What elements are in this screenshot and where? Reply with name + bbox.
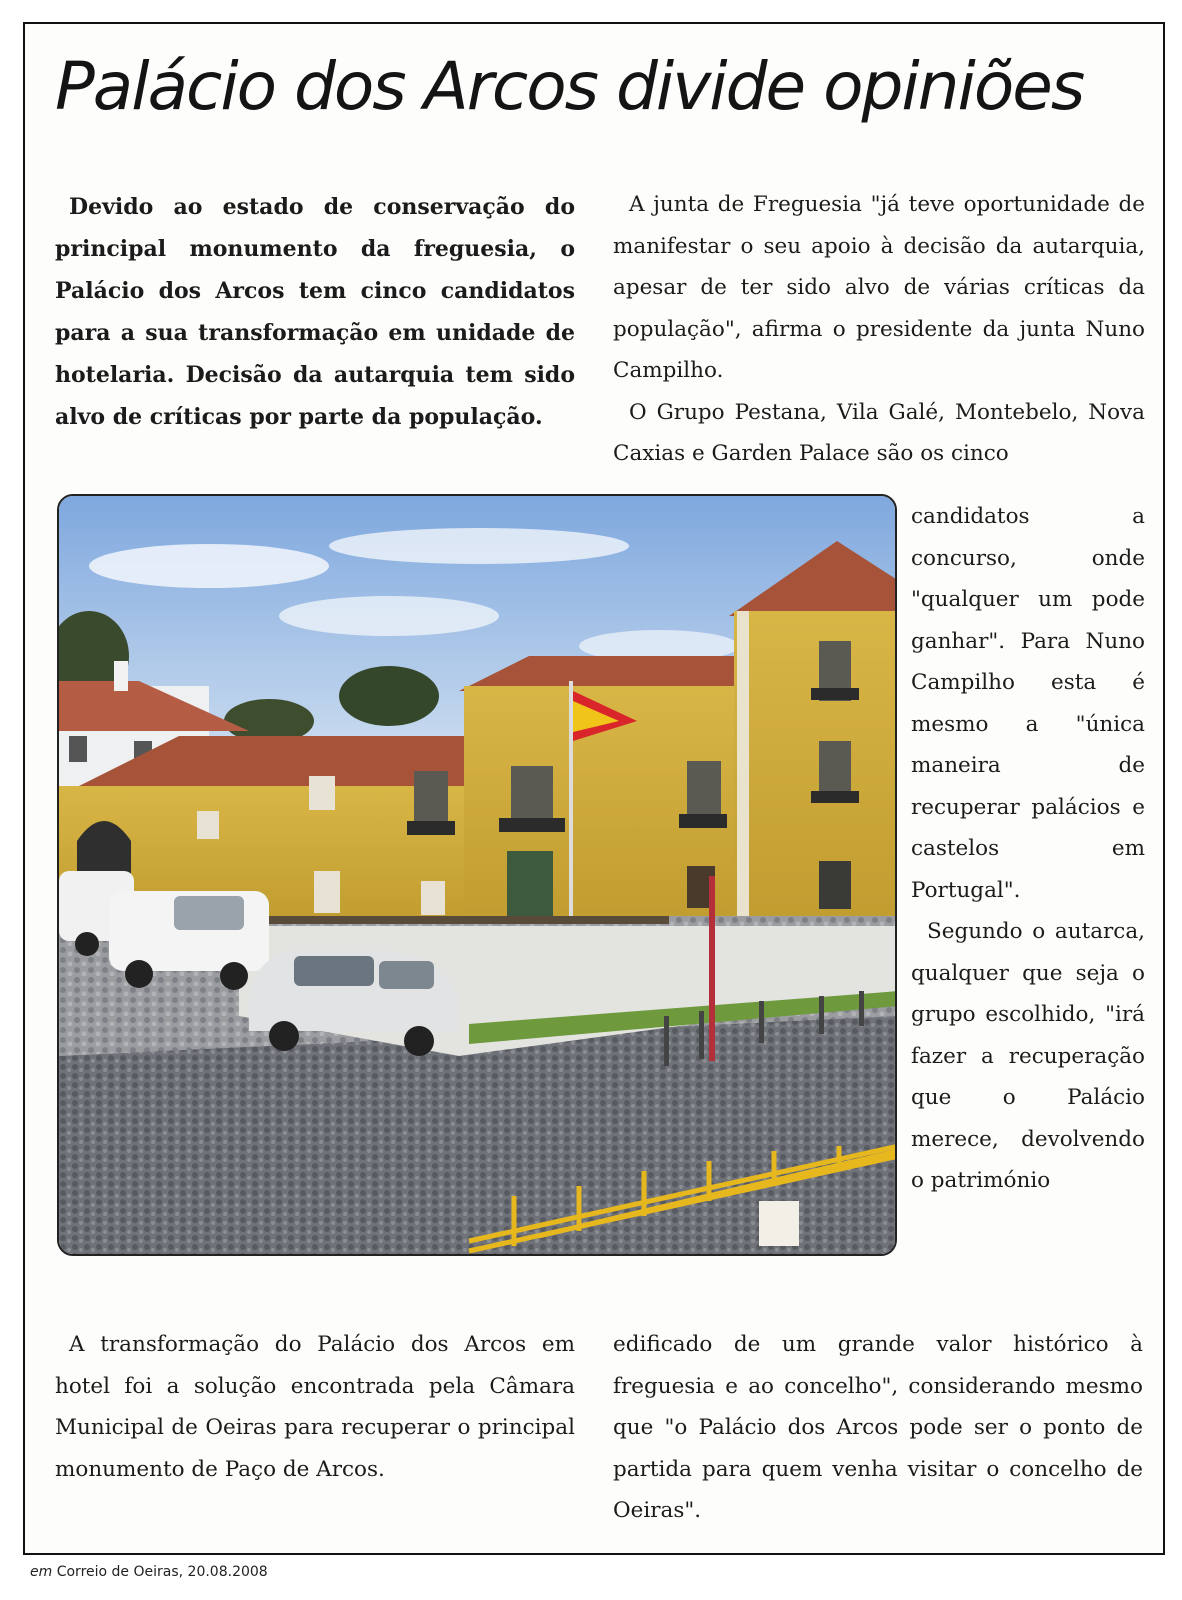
- narrow-column: [911, 496, 1145, 1202]
- source-caption: [30, 1564, 268, 1580]
- right-column-top: [613, 184, 1145, 475]
- right-bottom-paragraph: edificado de um grande valor histórico à freguesia e ao concelho", considerando mesmo que "o Palácio dos Arcos pode ser o ponto de partida para quem venha visitar o concelho de Oeiras".: [613, 1332, 1143, 1523]
- left-bottom-paragraph: A transformação do Palácio dos Arcos em hotel foi a solução encontrada pela Câmara Municipal de Oeiras para recuperar o principal monumento de Paço de Arcos.: [55, 1332, 575, 1482]
- narrow-paragraph-1: candidatos a concurso, onde "qualquer um pode ganhar". Para Nuno Campilho esta é mesmo a "única maneira de recuperar palácios e castelos em Portugal".: [911, 504, 1145, 903]
- caption-source: Correio de Oeiras, 20.08.2008: [56, 1564, 268, 1580]
- right-paragraph-1: A junta de Freguesia "já teve oportunidade de manifestar o seu apoio à decisão da autarquia, apesar de ter sido alvo de várias críticas da população", afirma o presidente da junta Nuno Campilho.: [613, 192, 1145, 383]
- article-frame: [23, 22, 1165, 1555]
- palace-photo-illustration: [59, 496, 897, 1256]
- headline: Palácio dos Arcos divide opiniões: [55, 48, 1084, 125]
- palace-photo: [57, 494, 897, 1256]
- caption-prefix: em: [30, 1564, 53, 1580]
- lead-paragraph: Devido ao estado de conservação do principal monumento da freguesia, o Palácio dos Arcos tem cinco candidatos para a sua transformação em unidade de hotelaria. Decisão da autarquia tem sido alvo de críticas por parte da população.: [55, 194, 575, 430]
- narrow-paragraph-2: Segundo o autarca, qualquer que seja o grupo escolhido, "irá fazer a recuperação que o Palácio merece, devolvendo o património: [911, 919, 1145, 1193]
- right-paragraph-2: O Grupo Pestana, Vila Galé, Montebelo, Nova Caxias e Garden Palace são os cinco: [613, 399, 1145, 466]
